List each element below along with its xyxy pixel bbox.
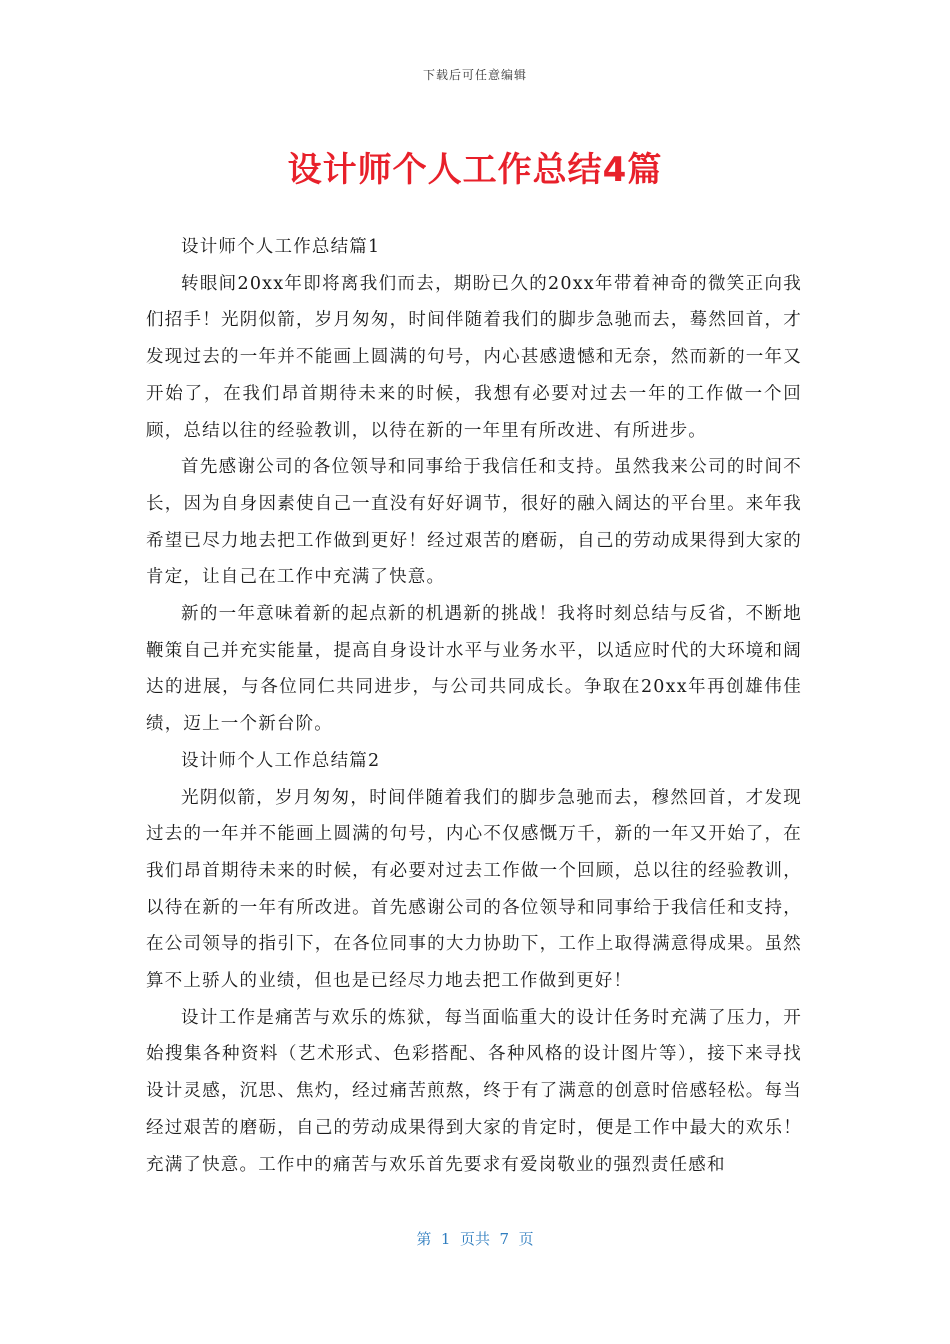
- body-paragraph: 光阴似箭，岁月匆匆，时间伴随着我们的脚步急驰而去，穆然回首，才发现过去的一年并不能画上圆满的句号，内心不仅感慨万千，新的一年又开始了，在我们昂首期待未来的时候，有必要对过去工作做一个回顾，总以往的经验教训，以待在新的一年有所改进。首先感谢公司的各位领导和同事给于我信任和支持，在公司领导的指引下，在各位同事的大力协助下，工作上取得满意得成果。虽然算不上骄人的业绩，但也是已经尽力地去把工作做到更好！: [146, 787, 802, 992]
- document-title: 设计师个人工作总结4篇: [287, 150, 663, 190]
- document-body: [146, 229, 802, 1183]
- page-number-footer: 第 1 页共 7 页: [416, 1230, 534, 1248]
- header-note: 下载后可任意编辑: [422, 68, 527, 82]
- body-paragraph: 首先感谢公司的各位领导和同事给于我信任和支持。虽然我来公司的时间不长，因为自身因素使自己一直没有好好调节，很好的融入阔达的平台里。来年我希望已尽力地去把工作做到更好！经过艰苦的磨砺，自己的劳动成果得到大家的肯定，让自己在工作中充满了快意。: [146, 457, 802, 588]
- body-paragraph: 新的一年意味着新的起点新的机遇新的挑战！我将时刻总结与反省，不断地鞭策自己并充实能量，提高自身设计水平与业务水平，以适应时代的大环境和阔达的进展，与各位同仁共同进步，与公司共同成长。争取在20xx年再创雄伟佳绩，迈上一个新台阶。: [146, 604, 802, 735]
- section-heading-2: 设计师个人工作总结篇2: [181, 750, 381, 771]
- section-heading-1: 设计师个人工作总结篇1: [181, 237, 381, 257]
- body-paragraph: 转眼间20xx年即将离我们而去，期盼已久的20xx年带着神奇的微笑正向我们招手！光阴似箭，岁月匆匆，时间伴随着我们的脚步急驰而去，蓦然回首，才发现过去的一年并不能画上圆满的句号，内心甚感遗憾和无奈，然而新的一年又开始了，在我们昂首期待未来的时候，我想有必要对过去一年的工作做一个回顾，总结以往的经验教训，以待在新的一年里有所改进、有所进步。: [146, 273, 802, 441]
- body-paragraph: 设计工作是痛苦与欢乐的炼狱，每当面临重大的设计任务时充满了压力，开始搜集各种资料（艺术形式、色彩搭配、各种风格的设计图片等），接下来寻找设计灵感，沉思、焦灼，经过痛苦煎熬，终于有了满意的创意时倍感轻松。每当经过艰苦的磨砺，自己的劳动成果得到大家的肯定时，便是工作中最大的欢乐！充满了快意。工作中的痛苦与欢乐首先要求有爱岗敬业的强烈责任感和: [146, 1007, 802, 1175]
